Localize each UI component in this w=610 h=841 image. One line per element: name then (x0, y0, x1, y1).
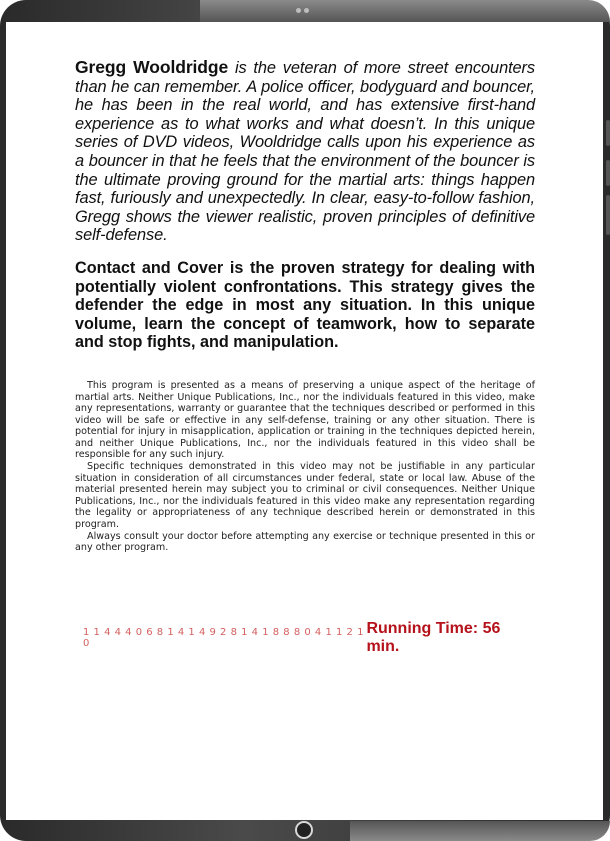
intro-text: is the veteran of more street encounters than he can remember. A police officer, bodyguard and bouncer, he has been in the real world, and has extensive first-hand experience as to what works and what doesn’t. In this unique series of DVD videos, Wooldridge calls upon his experience as a bouncer in that he feels that the environment of the bouncer is the ultimate proving ground for the martial arts: things happen fast, furiously and unexpectedly. In clear, easy-to-follow fashion, Gregg shows the viewer realistic, proven principles of definitive self-defense. (75, 59, 536, 245)
summary-paragraph: Contact and Cover is the proven strategy for dealing with potentially violent confrontations. This strategy gives the defender the edge in most any situation. In this unique volume, learn the concept of teamwork, how to separate and stop fights, and manipulation. (75, 258, 535, 352)
disclaimer-paragraph: Always consult your doctor before attempting any exercise or technique presented in this or any other program. (75, 530, 535, 554)
volume-down-button[interactable] (606, 160, 610, 186)
footer-row (83, 620, 533, 656)
disclaimer-paragraph: Specific techniques demonstrated in this video may not be justifiable in any particular situation in consideration of all circumstances under federal, state or local law. Abuse of the material presented herein may subject you to criminal or civil consequences. Neither Unique Publications, Inc., nor the individuals featured in this video make any representation regarding the legality or appropriateness of any technique described herein or demonstrated in this program. (75, 461, 535, 531)
disclaimer-paragraph: This program is presented as a means of preserving a unique aspect of the heritage of martial arts. Neither Unique Publications, Inc., nor the individuals featured in this video, make any representations, warranty or guarantee that the techniques described or performed in this video will be safe or effective in any self-defense, training or any other situation. There is potential for injury in misapplication, application or training in the techniques depicted herein, and neither Unique Publications, Inc., nor the individuals featured in this video shall be responsible for any such injury. (75, 379, 535, 461)
legal-disclaimer (75, 380, 535, 554)
running-time: Running Time: 56 min. (366, 620, 501, 655)
frame-top-highlight (200, 0, 610, 22)
frame-bottom-highlight (350, 821, 610, 841)
intro-paragraph (75, 58, 535, 245)
distorted-text: 1 1 4 4 4 0 6 8 1 4 1 4 9 2 8 1 4 1 8 8 8 0 4 1 1 2 1 0 (83, 627, 364, 649)
page-content (75, 58, 535, 554)
volume-up-button[interactable] (606, 120, 610, 146)
camera-icon (296, 8, 309, 13)
power-button[interactable] (606, 195, 610, 235)
home-button-icon[interactable] (295, 821, 313, 839)
author-name: Gregg Wooldridge (75, 57, 229, 77)
